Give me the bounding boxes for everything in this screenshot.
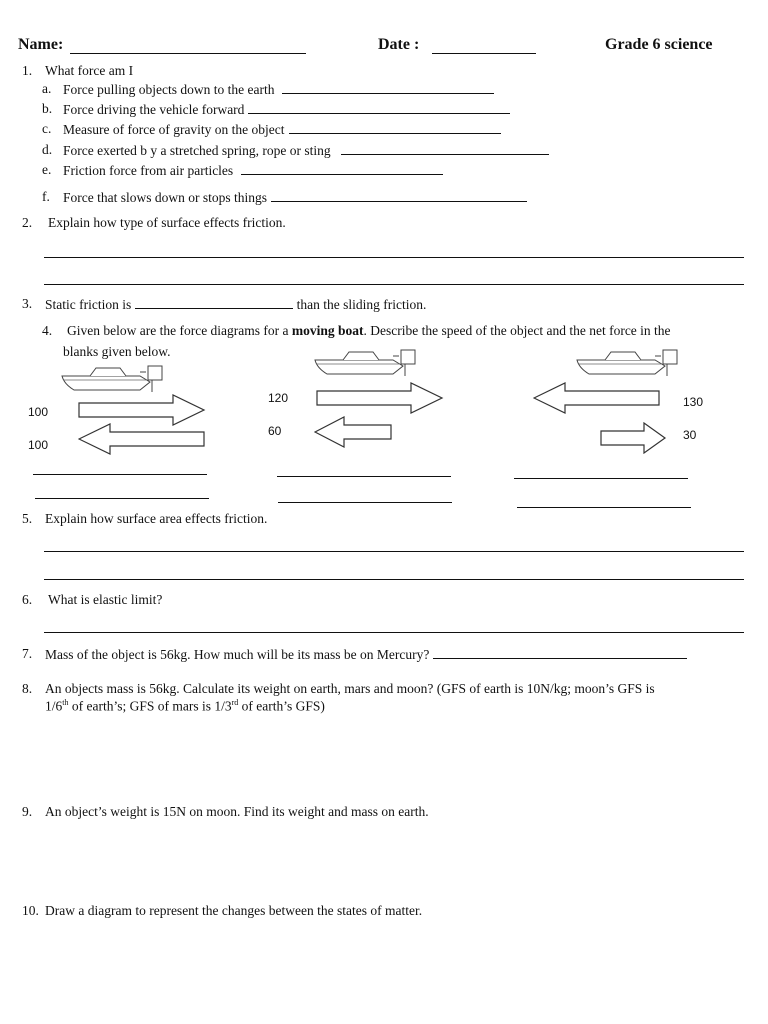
q7-number: 7. (22, 646, 33, 661)
q5-answer-line-1[interactable] (44, 551, 744, 552)
boat-icon-2 (313, 346, 421, 382)
q1-item-e-letter: e. (42, 162, 52, 177)
force-label-left-1: 100 (28, 438, 49, 452)
q1-item-c: Measure of force of gravity on the object (63, 121, 501, 138)
diagram-1-answer-line-1[interactable] (33, 474, 207, 475)
q1-item-a: Force pulling objects down to the earth (63, 81, 494, 98)
q7-blank[interactable] (433, 646, 687, 659)
q4-text-line-2: blanks given below. (63, 344, 171, 359)
q1-item-a-blank[interactable] (282, 81, 494, 94)
q1-item-c-blank[interactable] (289, 121, 501, 134)
q9-text: An object’s weight is 15N on moon. Find its weight and mass on earth. (45, 804, 429, 819)
q6-answer-line[interactable] (44, 632, 744, 633)
q3-blank[interactable] (135, 296, 293, 309)
date-label: Date : (378, 36, 420, 53)
boat-icon-1 (60, 362, 168, 398)
force-label-right-1: 100 (28, 405, 49, 419)
q4-text: Given below are the force diagrams for a moving boat. Describe the speed of the object and the net force in the (67, 323, 671, 338)
force-arrow-right-2 (316, 382, 446, 414)
q1-item-d-blank[interactable] (341, 142, 549, 155)
name-label: Name: (18, 36, 64, 53)
diagram-3-answer-line-1[interactable] (514, 478, 688, 479)
q1-item-d-letter: d. (42, 142, 53, 157)
q2-text: Explain how type of surface effects friction. (48, 215, 286, 230)
force-arrow-left-3 (533, 382, 663, 414)
q6-number: 6. (22, 592, 33, 607)
q1-item-b-letter: b. (42, 101, 53, 116)
boat-icon-3 (575, 346, 683, 382)
force-label-right-3: 30 (683, 428, 697, 442)
q1-item-b-blank[interactable] (248, 101, 510, 114)
q1-item-e: Friction force from air particles (63, 162, 443, 179)
date-blank[interactable] (432, 53, 536, 54)
force-label-left-2: 60 (268, 424, 282, 438)
diagram-1-answer-line-2[interactable] (35, 498, 209, 499)
q1-number: 1. (22, 63, 33, 78)
q10-text: Draw a diagram to represent the changes between the states of matter. (45, 903, 423, 918)
name-blank[interactable] (70, 53, 306, 54)
q8-number: 8. (22, 681, 33, 696)
q4-number: 4. (42, 323, 53, 338)
grade-label: Grade 6 science (605, 36, 713, 53)
q1-item-e-blank[interactable] (241, 162, 443, 175)
force-arrow-right-1 (78, 394, 208, 426)
q1-item-d: Force exerted b y a stretched spring, rope or sting (63, 142, 549, 159)
q1-item-f-blank[interactable] (271, 189, 527, 202)
diagram-2-answer-line-1[interactable] (277, 476, 451, 477)
force-arrow-left-1 (78, 423, 208, 455)
q2-answer-line-2[interactable] (44, 284, 744, 285)
q2-answer-line-1[interactable] (44, 257, 744, 258)
q8-text-line-2: 1/6th of earth’s; GFS of mars is 1/3rd of earth’s GFS) (45, 698, 325, 714)
force-label-left-3: 130 (683, 395, 704, 409)
diagram-2-answer-line-2[interactable] (278, 502, 452, 503)
q7-text: Mass of the object is 56kg. How much will be its mass be on Mercury? (45, 646, 687, 663)
q1-text: What force am I (45, 63, 134, 78)
q5-text: Explain how surface area effects friction. (45, 511, 268, 526)
force-arrow-left-2 (314, 416, 394, 448)
q10-number: 10. (22, 903, 39, 918)
q3-text: Static friction is than the sliding friction. (45, 297, 427, 312)
q9-number: 9. (22, 804, 33, 819)
diagram-3-answer-line-2[interactable] (517, 507, 691, 508)
q1-item-a-letter: a. (42, 81, 52, 96)
q5-answer-line-2[interactable] (44, 579, 744, 580)
q1-item-f-letter: f. (42, 189, 50, 204)
q1-item-c-letter: c. (42, 121, 52, 136)
q6-text: What is elastic limit? (48, 592, 163, 607)
q3-number: 3. (22, 296, 33, 311)
q1-item-b: Force driving the vehicle forward (63, 101, 510, 118)
force-arrow-right-3 (600, 422, 668, 454)
q5-number: 5. (22, 511, 33, 526)
force-label-right-2: 120 (268, 391, 289, 405)
q8-text-line-1: An objects mass is 56kg. Calculate its weight on earth, mars and moon? (GFS of earth is 10N/kg; moon’s GFS is (45, 681, 655, 696)
q2-number: 2. (22, 215, 33, 230)
q1-item-f: Force that slows down or stops things (63, 189, 527, 206)
